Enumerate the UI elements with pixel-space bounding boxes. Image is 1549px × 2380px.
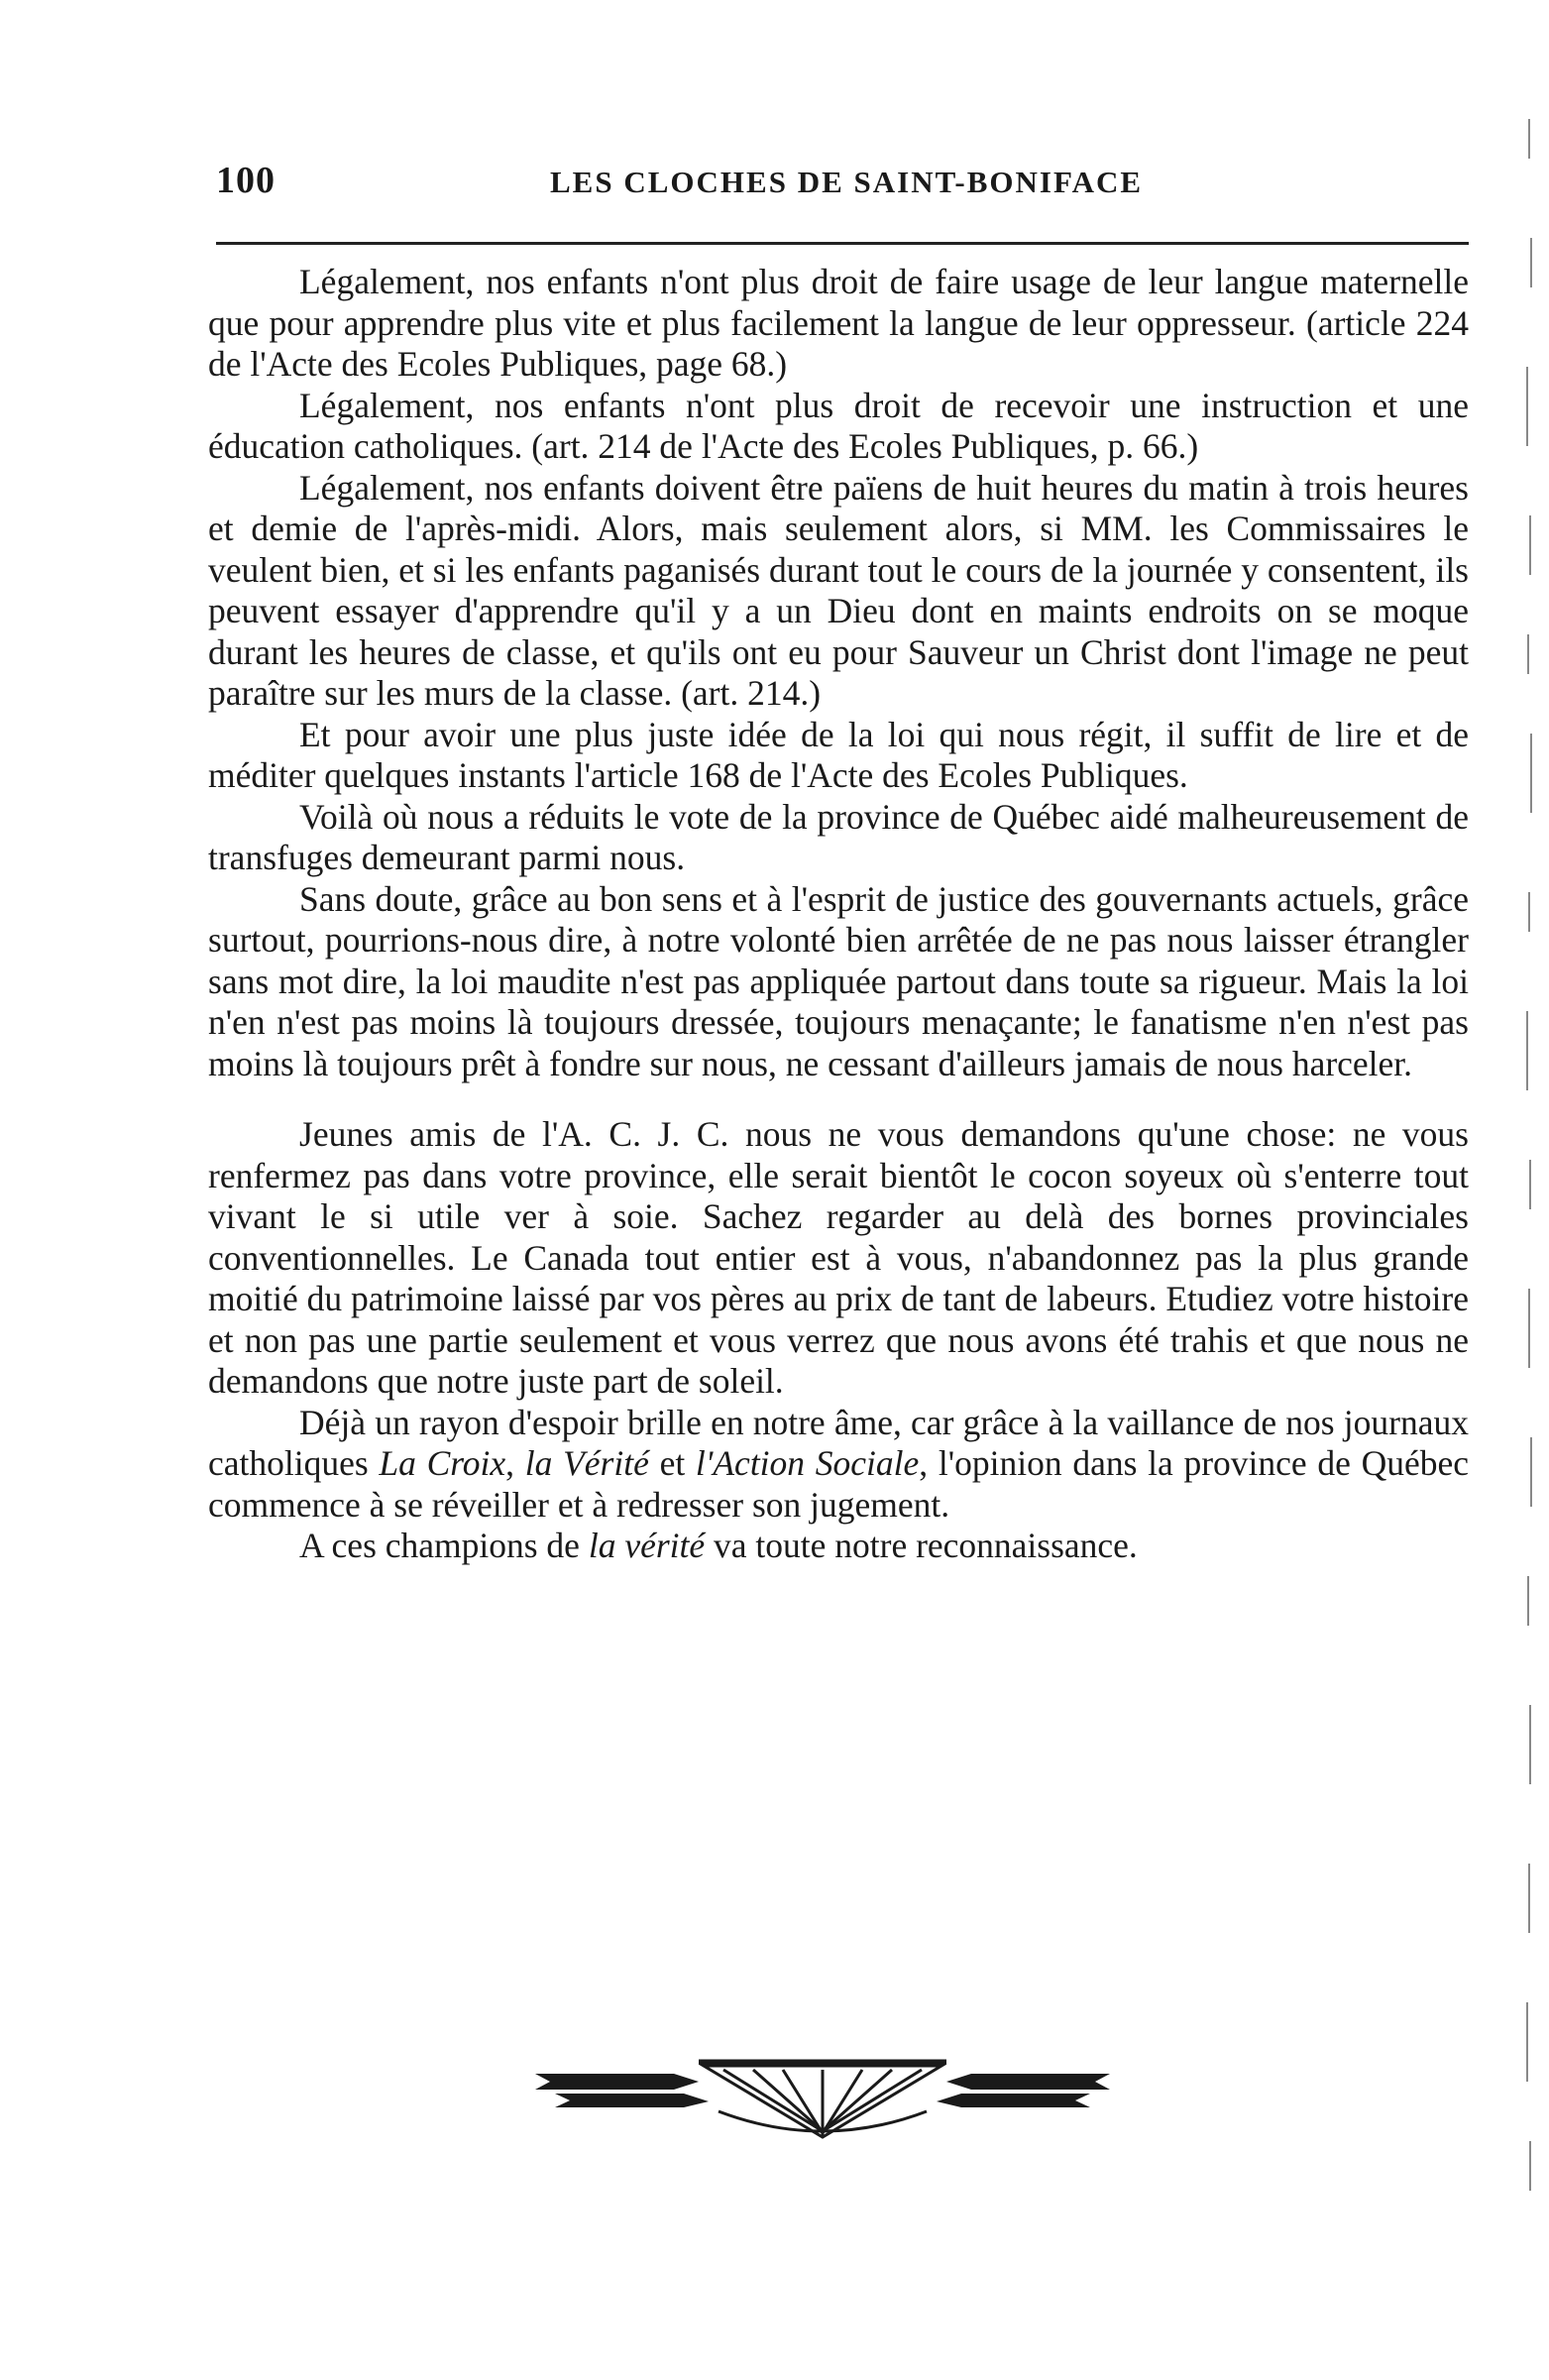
paragraph: Jeunes amis de l'A. C. J. C. nous ne vous demandons qu'une chose: ne vous renfermez pas dans votre province, elle serait bientôt le cocon soyeux où s'enterre tout vivant le si utile ver à soie. Sachez regarder au delà des bornes provinciales conventionnelles. Le Canada tout entier est à vous, n'abandonnez pas la plus grande moitié du patrimoine laissé par vos pères au prix de tant de labeurs. Etudiez votre histoire et non pas une partie seulement et vous verrez que nous avons été trahis et que nous ne demandons que notre juste part de soleil.: [208, 1114, 1469, 1401]
paragraph: Légalement, nos enfants doivent être païens de huit heures du matin à trois heures et demie de l'après-midi. Alors, mais seulement alors, si MM. les Commissaires le veulent bien, et si les enfants paganisés durant tout le cours de la journée y consentent, ils peuvent essayer d'apprendre qu'il y a un Dieu dont en maints endroits on se moque durant les heures de classe, et qu'ils ont eu pour Sauveur un Christ dont l'image ne peut paraître sur les murs de la classe. (art. 214.): [208, 467, 1469, 713]
paragraph: [208, 1403, 1469, 1527]
page-number: 100: [216, 160, 276, 201]
paragraph: Sans doute, grâce au bon sens et à l'esprit de justice des gouvernants actuels, grâce surtout, pourrions-nous dire, à notre volonté bien arrêtée de ne pas nous laisser étrangler sans mot dire, la loi maudite n'est pas appliquée partout dans toute sa rigueur. Mais la loi n'en n'est pas moins là toujours dressée, toujours menaçante; le fanatisme n'en n'est pas moins là toujours prêt à fondre sur nous, ne cessant d'ailleurs jamais de nous harceler.: [208, 878, 1469, 1083]
newspaper-title: la Vérité: [524, 1443, 649, 1483]
header-rule: [216, 242, 1469, 245]
paragraph: Légalement, nos enfants n'ont plus droit de faire usage de leur langue maternelle que pour apprendre plus vite et plus facilement la langue de leur oppresseur. (article 224 de l'Acte des Ecoles Publiques, page 68.): [208, 262, 1469, 384]
newspaper-title: la vérité: [588, 1526, 706, 1565]
running-title: LES CLOCHES DE SAINT-BONIFACE: [550, 165, 1144, 199]
newspaper-title: l'Action Sociale: [695, 1443, 920, 1483]
paragraph: [208, 1526, 1469, 1567]
text-span: et: [648, 1443, 696, 1483]
text-span: va toute notre reconnaissance.: [705, 1526, 1138, 1565]
text-span: A ces champions de: [299, 1526, 589, 1565]
page-header: [198, 159, 1469, 218]
paragraph: Voilà où nous a réduits le vote de la province de Québec aidé malheureusement de transfuges demeurant parmi nous.: [208, 796, 1469, 877]
scan-edge-marks: [1509, 119, 1549, 2201]
paragraph: Légalement, nos enfants n'ont plus droit de recevoir une instruction et une éducation catholiques. (art. 214 de l'Acte des Ecoles Publiques, p. 66.): [208, 385, 1469, 466]
text-span: ,: [505, 1443, 525, 1483]
tailpiece-ornament: [525, 2052, 1120, 2151]
body-text: [208, 262, 1469, 1567]
newspaper-title: La Croix: [379, 1443, 506, 1483]
text-span: Déjà un rayon d'espoir brille en notre âme, car grâce à la vaillance de nos journaux catholiques: [208, 1402, 1469, 1483]
paragraph: Et pour avoir une plus juste idée de la loi qui nous régit, il suffit de lire et de méditer quelques instants l'article 168 de l'Acte des Ecoles Publiques.: [208, 714, 1469, 795]
text-span: , l'opinion dans la province de Québec commence à se réveiller et à redresser son jugement.: [208, 1443, 1469, 1525]
